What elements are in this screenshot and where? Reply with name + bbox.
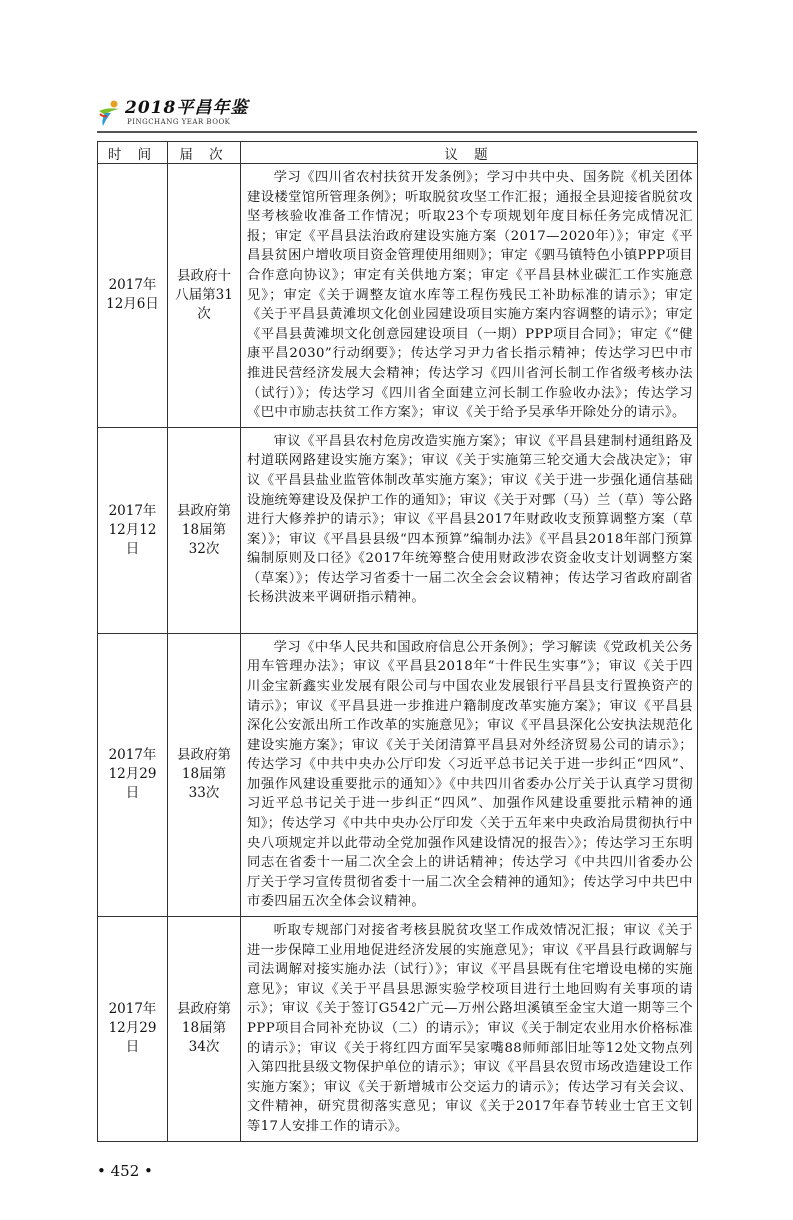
session-cell: 县政府十八届第31次	[168, 164, 241, 428]
date-cell: 2017年12月12日	[98, 427, 168, 633]
column-header-date: 时 间	[98, 142, 168, 164]
session-cell: 县政府第18届第34次	[168, 917, 241, 1142]
table-row	[98, 633, 698, 916]
column-header-session: 届 次	[168, 142, 241, 164]
table-header-row	[98, 142, 698, 164]
logo-subtitle: PINGCHANG YEAR BOOK	[127, 118, 231, 126]
table-row	[98, 427, 698, 633]
session-cell: 县政府第18届第33次	[168, 633, 241, 916]
session-cell: 县政府第18届第32次	[168, 427, 241, 633]
logo-text	[125, 99, 248, 127]
topics-cell: 学习《四川省农村扶贫开发条例》；学习中共中央、国务院《机关团体建设楼堂馆所管理条例》；听取脱贫攻坚工作汇报；通报全县迎接省脱贫攻坚考核验收准备工作情况；听取23个专项规划年度目标任务完成情况汇报；审定《平昌县法治政府建设实施方案（2017—2020年）》；审定《平昌县贫困户增收项目资金管理使用细则》；审定《驷马镇特色小镇PPP项目合作意向协议》；审定有关供地方案；审定《平昌县林业碳汇工作实施意见》；审定《关于调整友谊水库等工程伤残民工补助标准的请示》；审定《关于平昌县黄滩坝文化创业园建设项目实施方案内容调整的请示》；审定《平昌县黄滩坝文化创意园建设项目（一期）PPP项目合同》；审定《“健康平昌2030”行动纲要》；传达学习尹力省长指示精神；传达学习巴中市推进民营经济发展大会精神；传达学习《四川省河长制工作省级考核办法（试行）》；传达学习《四川省全面建立河长制工作验收办法》；传达学习《巴中市励志扶贫工作方案》；审议《关于给予吴承华开除处分的请示》。	[241, 164, 698, 428]
logo-title: 2018平昌年鉴	[125, 98, 249, 118]
date-cell: 2017年12月29日	[98, 633, 168, 916]
date-cell: 2017年12月29日	[98, 917, 168, 1142]
meetings-table	[97, 141, 698, 1142]
date-cell: 2017年12月6日	[98, 164, 168, 428]
header-rule	[97, 131, 697, 133]
topics-cell: 审议《平昌县农村危房改造实施方案》；审议《平昌县建制村通组路及村道联网路建设实施方案》；审议《关于实施第三轮交通大会战决定》；审议《平昌县盐业监管体制改革实施方案》；审议《关于进一步强化通信基础设施统筹建设及保护工作的通知》；审议《关于对鄄（马）兰（草）等公路进行大修养护的请示》；审议《平昌县2017年财政收支预算调整方案（草案）》；审议《平昌县县级“四本预算”编制办法》《平昌县2018年部门预算编制原则及口径》《2017年统筹整合使用财政涉农资金收支计划调整方案（草案）》；传达学习省委十一届二次全会会议精神；传达学习省政府副省长杨洪波来平调研指示精神。	[241, 427, 698, 633]
page-number: • 452 •	[97, 1161, 153, 1180]
column-header-topics: 议 题	[241, 142, 698, 164]
topics-cell: 听取专规部门对接省考核县脱贫攻坚工作成效情况汇报；审议《关于进一步保障工业用地促进经济发展的实施意见》；审议《平昌县行政调解与司法调解对接实施办法（试行）》；审议《平昌县既有住宅增设电梯的实施意见》；审议《关于平昌县思源实验学校项目进行土地回购有关事项的请示》；审议《关于签订G542广元—万州公路坦溪镇至金宝大道一期等三个PPP项目合同补充协议（二）的请示》；审议《关于制定农业用水价格标准的请示》；审议《关于将红四方面军吴家嘴88师师部旧址等12处文物点列入第四批县级文物保护单位的请示》；审议《平昌县农贸市场改造建设工作实施方案》；审议《关于新增城市公交运力的请示》；传达学习有关会议、文件精神，研究贯彻落实意见；审议《关于2017年春节转业士官王文钊等17人安排工作的请示》。	[241, 917, 698, 1142]
topics-cell: 学习《中华人民共和国政府信息公开条例》；学习解读《党政机关公务用车管理办法》；审议《平昌县2018年“十件民生实事”》；审议《关于四川金宝新鑫实业发展有限公司与中国农业发展银行平昌县支行置换资产的请示》；审议《平昌县进一步推进户籍制度改革实施方案》；审议《平昌县深化公安派出所工作改革的实施意见》；审议《平昌县深化公安执法规范化建设实施方案》；审议《关于关闭清算平昌县对外经济贸易公司的请示》；传达学习《中共中央办公厅印发〈习近平总书记关于进一步纠正“四风”、加强作风建设重要批示的通知〉》《中共四川省委办公厅关于认真学习贯彻习近平总书记关于进一步纠正“四风”、加强作风建设重要批示精神的通知》；传达学习《中共中央办公厅印发〈关于五年来中央政治局贯彻执行中央八项规定并以此带动全党加强作风建设情况的报告〉》；传达学习王东明同志在省委十一届二次全会上的讲话精神；传达学习《中共四川省委办公厅关于学习宣传贯彻省委十一届二次全会精神的通知》；传达学习中共巴中市委四届五次全体会议精神。	[241, 633, 698, 916]
table-row	[98, 917, 698, 1142]
table-row	[98, 164, 698, 428]
yearbook-logo	[97, 99, 698, 129]
logo-emblem-icon	[97, 99, 121, 127]
